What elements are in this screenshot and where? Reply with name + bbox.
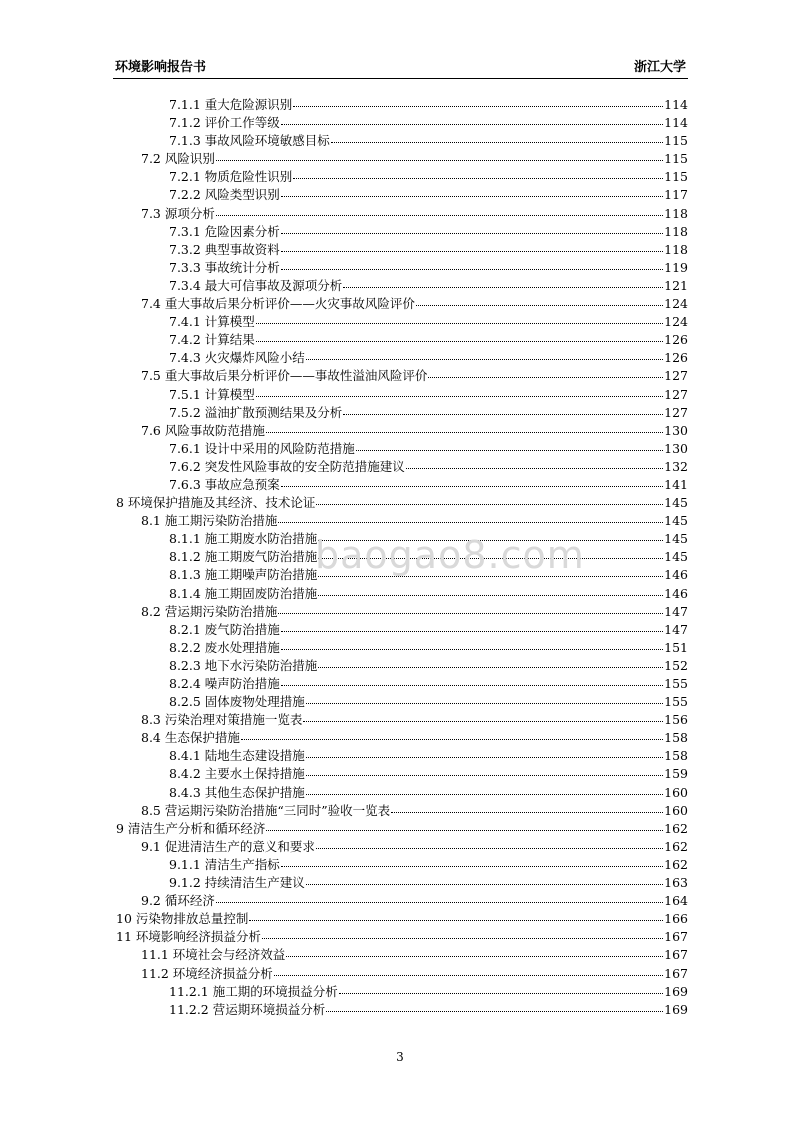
toc-entry[interactable]	[113, 205, 688, 223]
toc-entry-page: 158	[664, 748, 688, 764]
toc-dot-leader	[241, 739, 663, 740]
toc-entry[interactable]	[113, 729, 688, 747]
toc-entry-page: 167	[664, 965, 688, 981]
toc-entry-title: 7.4.2 计算结果	[169, 332, 255, 348]
toc-entry-page: 145	[664, 495, 688, 511]
toc-dot-leader	[216, 902, 663, 903]
toc-entry-title: 9.2 循环经济	[141, 893, 215, 909]
toc-entry[interactable]	[113, 548, 688, 566]
toc-entry[interactable]	[113, 693, 688, 711]
toc-dot-leader	[281, 251, 663, 252]
toc-entry[interactable]	[113, 983, 688, 1001]
toc-entry-title: 7.1.1 重大危险源识别	[169, 97, 293, 112]
toc-dot-leader	[278, 613, 663, 614]
toc-dot-leader	[306, 794, 663, 795]
toc-dot-leader	[256, 341, 663, 342]
toc-entry[interactable]	[113, 512, 688, 530]
toc-entry-title: 8.3 污染治理对策措施一览表	[141, 712, 303, 728]
toc-entry-page: 151	[664, 639, 688, 655]
toc-entry[interactable]	[113, 223, 688, 241]
toc-entry-page: 163	[664, 875, 688, 891]
toc-entry[interactable]	[113, 404, 688, 422]
toc-entry-page: 167	[664, 947, 688, 963]
toc-entry[interactable]	[113, 585, 688, 603]
toc-entry[interactable]	[113, 259, 688, 277]
toc-entry[interactable]	[113, 675, 688, 693]
toc-entry-title: 7.2.1 物质危险性识别	[169, 169, 293, 185]
header-left-title: 环境影响报告书	[115, 60, 207, 75]
toc-entry-page: 160	[664, 784, 688, 800]
toc-entry-page: 118	[664, 205, 688, 221]
toc-dot-leader	[281, 233, 663, 234]
toc-entry-title: 11.2 环境经济损益分析	[141, 965, 273, 981]
toc-dot-leader	[281, 124, 663, 125]
toc-entry-page: 145	[664, 549, 688, 565]
toc-entry[interactable]	[113, 639, 688, 657]
toc-entry-page: 132	[664, 458, 688, 474]
toc-dot-leader	[318, 558, 663, 559]
toc-dot-leader	[281, 269, 663, 270]
toc-entry-title: 7.3.2 典型事故资料	[169, 241, 280, 257]
toc-entry-title: 8.1.3 施工期噪声防治措施	[169, 567, 318, 583]
toc-dot-leader	[306, 703, 663, 704]
toc-entry[interactable]	[113, 603, 688, 621]
toc-entry[interactable]	[113, 168, 688, 186]
toc-entry-title: 7.5.2 溢油扩散预测结果及分析	[169, 404, 343, 420]
toc-entry[interactable]	[113, 530, 688, 548]
toc-entry[interactable]	[113, 386, 688, 404]
toc-entry-page: 145	[664, 513, 688, 529]
toc-entry-title: 9.1.1 清洁生产指标	[169, 856, 280, 872]
toc-entry-title: 8.2.5 固体废物处理措施	[169, 694, 305, 710]
toc-entry-title: 8.1.2 施工期废气防治措施	[169, 549, 318, 565]
toc-dot-leader	[306, 775, 663, 776]
toc-entry-page: 166	[664, 911, 688, 927]
toc-entry-page: 156	[664, 712, 688, 728]
toc-entry-page: 169	[664, 1001, 688, 1017]
toc-dot-leader	[281, 196, 663, 197]
toc-entry-title: 8.4 生态保护措施	[141, 730, 240, 746]
toc-entry-title: 7.2 风险识别	[141, 151, 215, 167]
toc-entry-title: 8.4.3 其他生态保护措施	[169, 784, 305, 800]
toc-entry[interactable]	[113, 186, 688, 204]
toc-entry[interactable]	[113, 494, 688, 512]
toc-dot-leader	[281, 649, 663, 650]
toc-entry-title: 8.2.3 地下水污染防治措施	[169, 657, 318, 673]
toc-entry[interactable]	[113, 946, 688, 964]
toc-entry-title: 7.2.2 风险类型识别	[169, 187, 280, 203]
toc-entry-title: 7.6.3 事故应急预案	[169, 476, 280, 492]
toc-entry-page: 115	[664, 151, 688, 167]
toc-entry[interactable]	[113, 621, 688, 639]
watermark: baogao8.com	[315, 533, 585, 577]
toc-dot-leader	[293, 106, 663, 107]
toc-entry-title: 11.2.2 营运期环境损益分析	[169, 1001, 326, 1017]
toc-entry-title: 8.5 营运期污染防治措施“三同时”验收一览表	[141, 802, 391, 818]
toc-dot-leader	[406, 468, 663, 469]
toc-dot-leader	[303, 721, 663, 722]
toc-entry-title: 8.1.4 施工期固废防治措施	[169, 585, 318, 601]
toc-entry-title: 7.5.1 计算模型	[169, 386, 255, 402]
toc-entry-page: 162	[664, 820, 688, 836]
toc-entry[interactable]	[113, 838, 688, 856]
toc-entry-title: 8 环境保护措施及其经济、技术论证	[116, 495, 316, 511]
toc-entry-page: 162	[664, 838, 688, 854]
toc-entry-title: 9.1 促进清洁生产的意义和要求	[141, 838, 315, 854]
toc-entry-title: 7.3.1 危险因素分析	[169, 223, 280, 239]
toc-entry-title: 7.3.4 最大可信事故及源项分析	[169, 277, 343, 293]
toc-entry-title: 7.3 源项分析	[141, 205, 215, 221]
toc-entry-page: 158	[664, 730, 688, 746]
toc-entry-page: 119	[664, 259, 688, 275]
toc-entry-page: 152	[664, 657, 688, 673]
toc-entry-title: 7.1.3 事故风险环境敏感目标	[169, 133, 330, 149]
toc-dot-leader	[343, 287, 663, 288]
toc-entry[interactable]	[113, 747, 688, 765]
toc-entry-page: 160	[664, 802, 688, 818]
toc-entry-title: 8.2.2 废水处理措施	[169, 639, 280, 655]
toc-entry-title: 11.1 环境社会与经济效益	[141, 947, 286, 963]
toc-dot-leader	[216, 215, 663, 216]
toc-entry-title: 7.3.3 事故统计分析	[169, 259, 280, 275]
toc-entry-title: 7.5 重大事故后果分析评价——事故性溢油风险评价	[141, 368, 428, 384]
toc-entry-page: 115	[664, 169, 688, 185]
toc-dot-leader	[339, 993, 663, 994]
toc-dot-leader	[316, 848, 663, 849]
toc-entry-page: 114	[664, 97, 688, 112]
toc-entry-page: 141	[664, 476, 688, 492]
toc-entry-page: 127	[664, 404, 688, 420]
toc-entry-title: 11.2.1 施工期的环境损益分析	[169, 983, 338, 999]
toc-dot-leader	[281, 866, 663, 867]
toc-entry[interactable]	[113, 96, 688, 114]
toc-dot-leader	[306, 757, 663, 758]
toc-entry[interactable]	[113, 874, 688, 892]
toc-entry-page: 145	[664, 531, 688, 547]
toc-dot-leader	[416, 305, 663, 306]
toc-entry[interactable]	[113, 965, 688, 983]
toc-entry[interactable]	[113, 349, 688, 367]
toc-dot-leader	[318, 540, 663, 541]
toc-entry[interactable]	[113, 566, 688, 584]
toc-entry[interactable]	[113, 802, 688, 820]
toc-dot-leader	[249, 920, 663, 921]
toc-dot-leader	[281, 486, 663, 487]
toc-entry-title: 7.4 重大事故后果分析评价——火灾事故风险评价	[141, 296, 415, 312]
toc-dot-leader	[306, 884, 663, 885]
toc-entry[interactable]	[113, 440, 688, 458]
toc-entry[interactable]	[113, 711, 688, 729]
toc-entry[interactable]	[113, 150, 688, 168]
toc-entry-page: 167	[664, 929, 688, 945]
toc-entry-page: 147	[664, 621, 688, 637]
toc-dot-leader	[316, 504, 663, 505]
toc-entry[interactable]	[113, 928, 688, 946]
toc-entry[interactable]	[113, 458, 688, 476]
toc-entry-page: 164	[664, 893, 688, 909]
toc-dot-leader	[331, 142, 663, 143]
toc-entry-page: 155	[664, 694, 688, 710]
toc-entry[interactable]	[113, 856, 688, 874]
toc-entry-title: 7.6.1 设计中采用的风险防范措施	[169, 440, 355, 456]
toc-entry-title: 9.1.2 持续清洁生产建议	[169, 875, 305, 891]
toc-entry-page: 114	[664, 115, 688, 131]
toc-entry-title: 7.4.1 计算模型	[169, 314, 255, 330]
toc-entry-title: 7.1.2 评价工作等级	[169, 115, 280, 131]
toc-entry[interactable]	[113, 277, 688, 295]
toc-entry[interactable]	[113, 295, 688, 313]
toc-dot-leader	[356, 450, 663, 451]
toc-dot-leader	[318, 576, 663, 577]
toc-dot-leader	[318, 595, 663, 596]
toc-entry[interactable]	[113, 476, 688, 494]
toc-entry[interactable]	[113, 765, 688, 783]
toc-dot-leader	[216, 160, 663, 161]
toc-dot-leader	[256, 323, 663, 324]
toc-dot-leader	[343, 414, 663, 415]
toc-dot-leader	[266, 432, 663, 433]
toc-entry-page: 127	[664, 368, 688, 384]
toc-entry-title: 8.2 营运期污染防治措施	[141, 603, 278, 619]
toc-dot-leader	[278, 522, 663, 523]
toc-entry[interactable]	[113, 132, 688, 150]
toc-entry-page: 126	[664, 332, 688, 348]
toc-entry[interactable]	[113, 331, 688, 349]
toc-entry-title: 8.2.4 噪声防治措施	[169, 676, 280, 691]
toc-dot-leader	[293, 178, 663, 179]
toc-entry[interactable]	[113, 820, 688, 838]
toc-entry-title: 8.4.2 主要水土保持措施	[169, 766, 305, 782]
toc-dot-leader	[262, 938, 663, 939]
toc-entry-page: 117	[664, 187, 688, 203]
toc-entry-title: 11 环境影响经济损益分析	[116, 929, 261, 945]
toc-entry-page: 146	[664, 567, 688, 583]
toc-entry[interactable]	[113, 114, 688, 132]
toc-entry-title: 7.6.2 突发性风险事故的安全防范措施建议	[169, 458, 405, 474]
toc-entry-title: 7.4.3 火灾爆炸风险小结	[169, 350, 305, 366]
toc-entry-page: 159	[664, 766, 688, 782]
toc-entry-page: 155	[664, 676, 688, 691]
toc-dot-leader	[391, 812, 663, 813]
toc-entry[interactable]	[113, 910, 688, 928]
toc-entry-page: 124	[664, 296, 688, 312]
toc-entry-title: 8.4.1 陆地生态建设措施	[169, 748, 305, 764]
toc-entry-title: 8.1 施工期污染防治措施	[141, 513, 278, 529]
toc-entry[interactable]	[113, 1001, 688, 1019]
toc-dot-leader	[281, 631, 663, 632]
toc-entry-page: 127	[664, 386, 688, 402]
toc-entry-title: 8.1.1 施工期废水防治措施	[169, 531, 318, 547]
toc-entry-page: 130	[664, 440, 688, 456]
table-of-contents	[113, 96, 688, 1019]
toc-dot-leader	[326, 1011, 663, 1012]
toc-dot-leader	[281, 685, 663, 686]
toc-entry[interactable]	[113, 422, 688, 440]
toc-entry-title: 10 污染物排放总量控制	[116, 911, 249, 927]
header-right-title: 浙江大学	[633, 60, 686, 75]
toc-dot-leader	[306, 359, 663, 360]
toc-entry-page: 146	[664, 585, 688, 601]
toc-entry-page: 169	[664, 983, 688, 999]
toc-entry-page: 130	[664, 422, 688, 438]
toc-dot-leader	[266, 830, 663, 831]
toc-dot-leader	[428, 377, 663, 378]
toc-entry[interactable]	[113, 367, 688, 385]
toc-entry-page: 115	[664, 133, 688, 149]
toc-dot-leader	[274, 975, 663, 976]
toc-entry-page: 147	[664, 603, 688, 619]
toc-entry-page: 126	[664, 350, 688, 366]
toc-entry[interactable]	[113, 241, 688, 259]
toc-entry[interactable]	[113, 784, 688, 802]
page-number: 3	[396, 1050, 404, 1064]
toc-entry-page: 118	[664, 241, 688, 257]
toc-entry[interactable]	[113, 892, 688, 910]
toc-entry-page: 121	[664, 277, 688, 293]
toc-dot-leader	[286, 956, 663, 957]
toc-dot-leader	[318, 667, 663, 668]
toc-entry-page: 118	[664, 223, 688, 239]
page-header	[113, 50, 688, 79]
toc-dot-leader	[256, 396, 663, 397]
toc-entry[interactable]	[113, 657, 688, 675]
toc-entry-title: 7.6 风险事故防范措施	[141, 422, 265, 438]
toc-entry[interactable]	[113, 313, 688, 331]
toc-entry-title: 9 清洁生产分析和循环经济	[116, 820, 266, 836]
toc-entry-page: 162	[664, 856, 688, 872]
toc-entry-title: 8.2.1 废气防治措施	[169, 621, 280, 637]
toc-entry-page: 124	[664, 314, 688, 330]
